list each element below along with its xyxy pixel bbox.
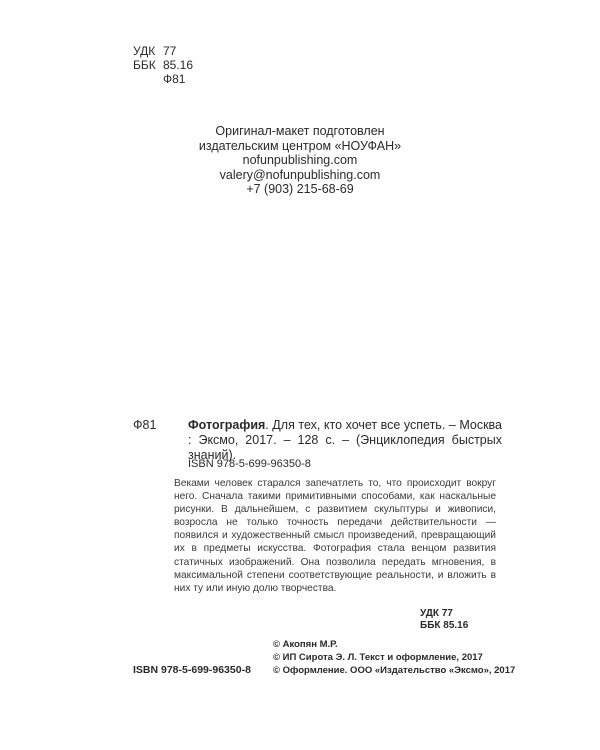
bib-code: Ф81 (133, 418, 157, 432)
udk-label: УДК (133, 44, 156, 58)
copyright-line: © Акопян М.Р. (273, 639, 338, 650)
publisher-line-2: издательским центром «НОУФАН» (198, 138, 402, 153)
classification-codes (133, 44, 193, 86)
isbn-small: ISBN 978-5-699-96350-8 (188, 458, 311, 470)
udk-value: 77 (163, 44, 177, 58)
bib-text (188, 418, 502, 463)
publisher-info (160, 124, 440, 197)
copyright-line: © Оформление. ООО «Издательство «Эксмо», 2017 (273, 665, 516, 676)
bbk-value: 85.16 (163, 58, 194, 72)
publisher-line-1: Оригинал-макет подготовлен (215, 124, 385, 138)
bib-description: . Для тех, кто хочет все успеть. – Москва : Эксмо, 2017. – 128 с. – (Энциклопедия быстрых знаний). (188, 418, 502, 462)
annotation: Веками человек старался запечатлеть то, что происходит вокруг него. Сначала такими примитивными способами, как наскальные рисунки. В дальнейшем, с развитием скульптуры и живописи, возросла не только точность передачи действительности — появился и художественный смысл произведений, превращающий их в предметы искусства. Фотография стала венцом развития статичных изображений. Она позволила передать мгновения, в максимальной степени соответствующие реальности, и вложить в них ту или иную долю творчества. (174, 478, 496, 594)
publisher-website: nofunpublishing.com (242, 153, 358, 167)
bbk-label: ББК (133, 58, 156, 72)
bottom-bbk: ББК 85.16 (420, 620, 469, 631)
author-mark: Ф81 (163, 72, 186, 86)
book-title: Фотография (188, 418, 266, 432)
copyright-notices (273, 638, 515, 677)
bottom-udk: УДК 77 (420, 608, 453, 619)
copyright-line: © ИП Сирота Э. Л. Текст и оформление, 2017 (273, 652, 483, 663)
isbn-bottom: ISBN 978-5-699-96350-8 (133, 664, 251, 676)
publisher-phone: +7 (903) 215-68-69 (246, 182, 354, 196)
publisher-email: valery@nofunpublishing.com (219, 167, 381, 182)
bottom-classification-codes (420, 608, 468, 632)
